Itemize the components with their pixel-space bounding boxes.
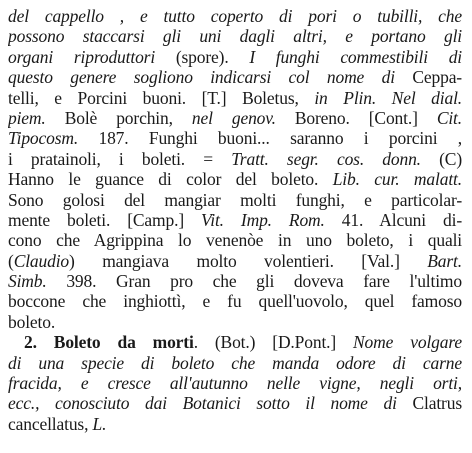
- text-run: in Plin. Nel dial.: [314, 87, 462, 108]
- text-run: Tratt. segr. cos. donn.: [231, 148, 421, 169]
- text-run: L.: [92, 413, 107, 434]
- text-run: Ceppa-: [394, 67, 462, 88]
- text-run: Claudio: [13, 250, 70, 271]
- text-line: [8, 26, 462, 46]
- text-line: [8, 190, 462, 210]
- text-line: [8, 108, 462, 128]
- text-run: (: [8, 250, 14, 271]
- text-run: boleto.: [8, 311, 56, 332]
- text-run: nel genov.: [191, 107, 276, 128]
- text-run: . (Bot.) [D.Pont.]: [193, 332, 354, 353]
- text-line: [8, 353, 462, 373]
- text-run: I funghi commestibili di: [249, 46, 462, 67]
- text-run: Lib. cur. malatt.: [332, 169, 462, 190]
- text-run: possono staccarsi gli uni dagli altri, e portano gli: [8, 26, 462, 47]
- text-line: [8, 210, 462, 230]
- text-run: questo genere sogliono indicarsi col nome di: [8, 67, 395, 88]
- text-run: cancellatus,: [8, 413, 93, 434]
- text-run: (spore).: [155, 46, 250, 67]
- text-run: ) mangiava molto volentieri. [Val.]: [69, 250, 428, 271]
- text-run: del cappello , e tutto coperto di pori o tubilli, che: [8, 6, 462, 26]
- text-run: cono che Agrippina lo venenòe in uno boleto, i quali: [8, 230, 462, 251]
- text-run: 398. Gran pro che gli doveva fare l'ultimo: [46, 271, 462, 292]
- entry-headword: 2. Boleto da morti: [24, 332, 194, 353]
- text-run: di una specie di boleto che manda odore di carne: [8, 352, 462, 373]
- text-run: 187. Funghi buoni... saranno i porcini ,: [78, 128, 462, 149]
- text-run: boccone che inghiottì, e fu quell'uovolo, quel famoso: [8, 291, 462, 312]
- text-run: Boreno. [Cont.]: [275, 107, 437, 128]
- text-run: mente boleti. [Camp.]: [8, 209, 202, 230]
- text-run: fracida, e cresce all'autunno nelle vigne, negli orti,: [8, 373, 462, 394]
- text-run: organi riproduttori: [8, 46, 156, 67]
- text-run: Tipocosm.: [8, 128, 79, 149]
- text-run: Sono golosi del mangiar molti funghi, e particolar-: [8, 189, 462, 210]
- text-line: [8, 373, 462, 393]
- text-line: [8, 67, 462, 87]
- text-line: [8, 291, 462, 311]
- text-line: [8, 6, 462, 26]
- text-line: [8, 149, 462, 169]
- text-run: 41. Alcuni di-: [324, 209, 462, 230]
- text-line: [8, 88, 462, 108]
- text-line: [8, 169, 462, 189]
- text-run: Cit.: [436, 107, 462, 128]
- text-run: i pratainoli, i boleti. =: [8, 148, 232, 169]
- text-run: Bolè porchin,: [45, 107, 192, 128]
- text-line: [8, 312, 462, 332]
- text-run: Vit. Imp. Rom.: [201, 209, 325, 230]
- text-run: Nome volgare: [353, 332, 462, 353]
- text-line: [8, 128, 462, 148]
- text-line: [8, 332, 462, 352]
- text-run: piem.: [8, 107, 46, 128]
- text-line: [8, 414, 462, 434]
- text-run: Clatrus: [396, 393, 462, 414]
- text-run: Hanno le guance di color del boleto.: [8, 169, 333, 190]
- text-line: [8, 251, 462, 271]
- text-run: telli, e Porcini buoni. [T.] Boletus,: [8, 87, 315, 108]
- text-run: ecc., conosciuto dai Botanici sotto il nome di: [8, 393, 397, 414]
- text-line: [8, 230, 462, 250]
- text-line: [8, 393, 462, 413]
- text-run: (C): [420, 148, 462, 169]
- text-run: Simb.: [8, 271, 47, 292]
- text-line: [8, 271, 462, 291]
- text-line: [8, 47, 462, 67]
- text-run: Bart.: [427, 250, 462, 271]
